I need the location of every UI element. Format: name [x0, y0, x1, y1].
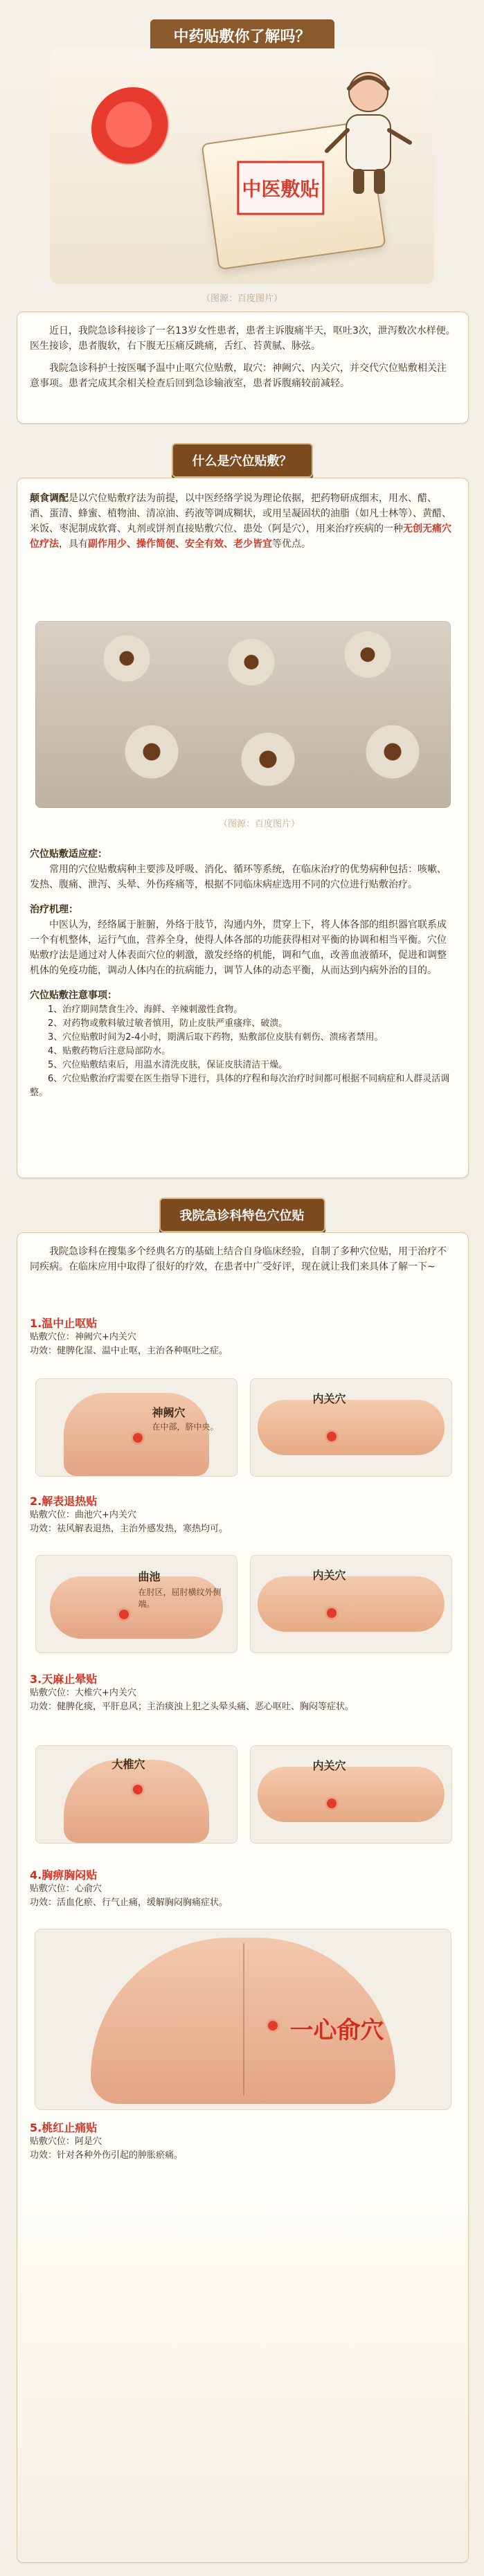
acupoint-label: 内关穴	[312, 1569, 346, 1582]
item-heading: 5.桃红止痛贴	[30, 2121, 98, 2134]
principle-title: 治疗机理：	[30, 904, 78, 915]
note-item: 4、贴敷药物后注意局部防水。	[48, 1046, 171, 1056]
acupoint-label: 一心俞穴	[289, 2017, 384, 2044]
section-title-what-is: 什么是穴位贴敷？	[172, 443, 313, 478]
acupoint-dot	[133, 1433, 143, 1443]
note-item: 5、穴位贴敷结束后，用温水清洗皮肤，保证皮肤清洁干燥。	[48, 1060, 288, 1070]
note-item: 1、治疗期间禁食生冷、海鲜、辛辣刺激性食物。	[48, 1005, 243, 1015]
lead-text: 是以穴位贴敷疗法为前提，以中医经络学说为理论依据，把药物研成细末，用水、醋、酒、蛋清、蜂蜜、植物油、清凉油、药液等调成糊状，或用呈凝固状的油脂（如凡士林等）、黄醋、米饭、枣泥制成软膏、丸剂或饼剂直接贴敷穴位、患处（阿是穴），用来治疗疾病的一种	[30, 493, 451, 534]
acupoint-label: 内关穴	[312, 1392, 346, 1405]
notes-title: 穴位贴敷注意事项：	[30, 990, 117, 1001]
indications-title: 穴位贴敷适应症：	[30, 849, 107, 860]
indications-text: 常用的穴位贴敷病种主要涉及呼吸、消化、循环等系统，在临床治疗的优势病种包括：咳嗽、发热、腹痛、泄泻、头晕、外伤疼痛等，根据不同临床病症选用不同的穴位进行贴敷治疗。	[30, 864, 447, 890]
item-points: 贴敷穴位：心俞穴	[30, 1884, 102, 1894]
item-2-images	[35, 1555, 451, 1652]
item-points: 贴敷穴位：曲池穴+内关穴	[30, 1510, 136, 1520]
item-heading: 3.天麻止晕贴	[30, 1673, 98, 1686]
section-title-special-plasters: 我院急诊科特色穴位贴	[159, 1198, 325, 1232]
lead-red-2: 副作用少、操作简便、安全有效、老少皆宜	[88, 539, 272, 550]
principle-text: 中医认为，经络属于脏腑，外络于肢节，沟通内外，贯穿上下，将人体各部的组织器官联系成一个有机整体，运行气血，营养全身，使得人体各部的功能获得相对平衡的协调和相当平衡。穴位贴敷疗法是通过对人体表面穴位的刺激，激发经络的机能，调和气血，改善血液循环，促进和调整机体的免疫功能，调动人体内在的抗病能力，调节人体的动态平衡，从而达到内病外治的目的。	[30, 919, 447, 976]
item-effect: 功效：针对各种外伤引起的肿胀瘀痛。	[30, 2150, 183, 2161]
sun-graphic	[91, 87, 174, 170]
hero-caption: （图源：百度图片）	[201, 294, 283, 304]
acupoint-image-left	[35, 1378, 237, 1477]
acupoint-label: 内关穴	[312, 1759, 346, 1772]
item-4-image	[35, 1929, 451, 2110]
acupoint-sub: 在肘区，屈肘横纹外侧端。	[138, 1587, 222, 1609]
acupoint-label: 大椎穴	[111, 1758, 145, 1771]
item-heading: 4.胸痹胸闷贴	[30, 1868, 98, 1882]
photo-caption: （图源：百度图片）	[218, 819, 300, 829]
acupoint-dot	[327, 1432, 337, 1441]
intro-paragraph-2: 我院急诊科护士按医嘱予温中止呕穴位贴敷，取穴：神阙穴、内关穴，并交代穴位贴敷相关注意事项。患者完成其余相关检查后回到急诊输液室，患者诉腹痛较前减轻。	[30, 363, 447, 389]
item-points: 贴敷穴位：大椎穴+内关穴	[30, 1688, 136, 1698]
note-item: 3、穴位贴敷时间为2-4小时，期满后取下药物，贴敷部位皮肤有刺伤、溃疡者禁用。	[48, 1032, 384, 1043]
acupoint-dot	[268, 2021, 278, 2030]
item-points: 贴敷穴位：阿是穴	[30, 2136, 102, 2147]
acupoint-image-right	[250, 1378, 452, 1477]
seal-text: 中医敷贴	[237, 161, 324, 215]
item-heading: 1.温中止呕贴	[30, 1317, 98, 1330]
acupoint-dot	[327, 1608, 337, 1618]
spine-line	[243, 1943, 244, 2096]
item-heading: 2.解表退热贴	[30, 1495, 98, 1508]
note-item: 6、穴位贴敷治疗需要在医生指导下进行，具体的疗程和每次治疗时间都可根据不同病症和人群灵活调整。	[30, 1074, 450, 1098]
acupoint-image-right	[250, 1745, 452, 1844]
lead-red-1: 无创无痛穴位疗法	[30, 523, 451, 550]
lead-text-3: 等优点。	[272, 539, 311, 550]
person-illustration	[320, 61, 417, 199]
acupoint-sub: 在中部，脐中央。	[152, 1422, 219, 1432]
acupoint-image-right	[250, 1555, 452, 1653]
lead-text-2: ，具有	[59, 539, 88, 550]
acupoint-label: 神阙穴	[152, 1406, 186, 1419]
bottom-fade	[17, 2202, 468, 2562]
hand-graphic	[258, 1576, 445, 1632]
item-effect: 功效：健脾化湿、温中止呕，主治各种呕吐之症。	[30, 1346, 228, 1356]
intro-card	[17, 312, 469, 424]
section1-card	[17, 478, 469, 1178]
item-points: 贴敷穴位：神阙穴+内关穴	[30, 1332, 136, 1342]
acupoint-image-left	[35, 1555, 237, 1653]
acupoint-label: 曲池	[138, 1570, 161, 1583]
back-graphic	[64, 1760, 209, 1843]
section2-intro: 我院急诊科在搜集多个经典名方的基础上结合自身临床经验，自制了多种穴位贴，用于治疗不同疾病。在临床应用中取得了很好的疗效，在患者中广受好评，现在就让我们来具体了解一下~	[30, 1246, 447, 1272]
hand-graphic	[258, 1767, 445, 1822]
intro-paragraph-1: 近日，我院急诊科接诊了一名13岁女性患者，患者主诉腹痛半天，呕吐3次，泄泻数次水样便。医生接诊，患者腹软，右下腹无压痛反跳痛，舌红、苔黄腻、脉弦。	[30, 325, 456, 352]
page-title: 中药贴敷你了解吗？	[150, 19, 334, 52]
plasters-photo	[35, 621, 451, 808]
hand-graphic	[258, 1400, 445, 1455]
section2-card	[17, 1232, 469, 2563]
acupoint-image-left	[35, 1745, 237, 1844]
section1-lead	[30, 491, 456, 552]
acupoint-dot	[327, 1799, 337, 1808]
item-3-images	[35, 1745, 451, 1842]
note-item: 2、对药物或敷料敏过敏者慎用，防止皮肤严重瘙痒、破溃。	[48, 1018, 288, 1029]
notes-list	[30, 1003, 456, 1100]
lead-bold: 颠食调配	[30, 493, 69, 504]
acupoint-dot	[133, 1785, 143, 1794]
acupoint-dot	[119, 1610, 129, 1619]
item-1-images	[35, 1378, 451, 1475]
item-effect: 功效：健脾化痰，平肝息风；主治痰浊上犯之头晕头痛、恶心呕吐、胸闷等症状。	[30, 1702, 355, 1712]
item-effect: 功效：祛风解表退热，主治外感发热，寒热均可。	[30, 1524, 228, 1534]
hero-illustration	[50, 48, 434, 284]
item-effect: 功效：活血化瘀、行气止痛，缓解胸闷胸痛症状。	[30, 1898, 228, 1908]
